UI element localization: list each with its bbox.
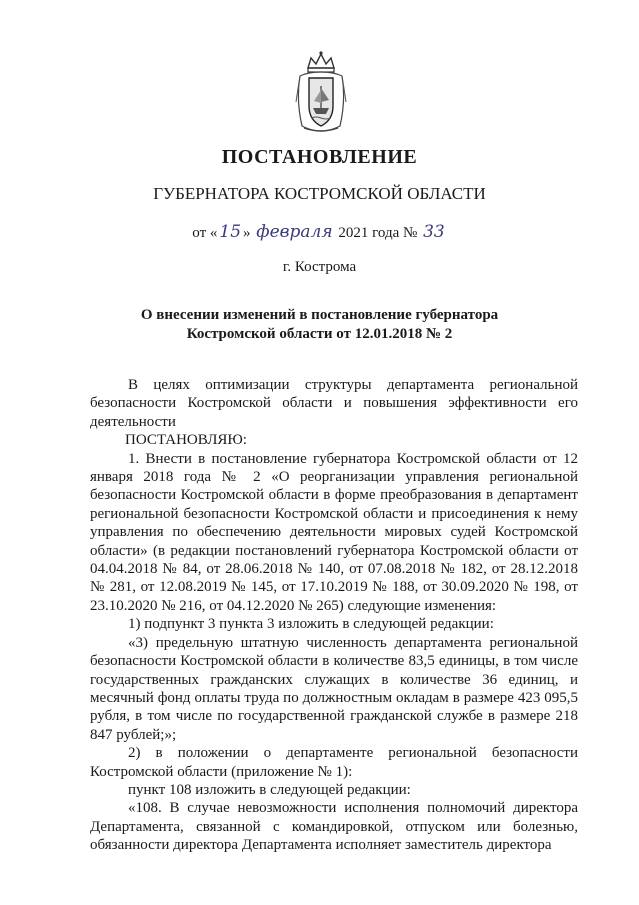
date-mid: » (243, 225, 251, 241)
paragraph-point-108: пункт 108 изложить в следующей редакции: (128, 781, 411, 798)
handwritten-month: февраля (256, 222, 333, 242)
paragraph-decree: ПОСТАНОВЛЯЮ: (125, 432, 247, 449)
paragraph-item-1: 1. Внести в постановление губернатора Костромской области от 12 января 2018 года № 2 «О реорганизации управления региональной безопасности Костромской области в форме преобразования в департамент региональной безопасности Костромской области и присоединения к нему управления по обеспечению деятельности мировых судей Костромской области» (в редакции постановлений губернатора Костромской области от 04.04.2018 № 84, от 28.06.2018 № 140, от 07.08.2018 № 182, от 28.12.2018 № 281, от 12.08.2019 № 145, от 17.10.2019 № 188, от 30.09.2020 № 198, от 23.10.2020 № 216, от 04.12.2020 № 265) следующие изменения: (90, 450, 578, 614)
paragraph-subitem-2: 2) в положении о департаменте региональной безопасности Костромской области (приложение № 1): (90, 745, 578, 780)
handwritten-number: 33 (423, 222, 445, 242)
date-year: 2021 года № (338, 225, 418, 241)
document-body (90, 376, 578, 855)
document-subject (0, 306, 639, 344)
handwritten-day: 15 (219, 222, 242, 242)
date-prefix: от « (192, 225, 218, 241)
paragraph-preamble: В целях оптимизации структуры департамента региональной безопасности Костромской области и повышения эффективности его деятельности (90, 377, 578, 430)
subject-line-1: О внесении изменений в постановление губернатора (140, 307, 499, 323)
paragraph-quote-3: «3) предельную штатную численность департамента региональной безопасности Костромской области в количестве 83,5 единицы, в том числе государственных гражданских служащих в количестве 36 единиц, и месячный фонд оплаты труда по должностным окладам в размере 423 095,5 рубля, в том числе по государственной гражданской службе в размере 218 847 рублей;»; (90, 634, 578, 743)
paragraph-subitem-1: 1) подпункт 3 пункта 3 изложить в следующей редакции: (128, 616, 494, 633)
document-city: г. Кострома (282, 259, 357, 275)
document-title: ПОСТАНОВЛЕНИЕ (221, 146, 418, 168)
coat-of-arms-emblem (294, 50, 348, 136)
subject-line-2: Костромской области от 12.01.2018 № 2 (186, 326, 453, 342)
paragraph-quote-108: «108. В случае невозможности исполнения полномочий директора Департамента, связанной с командировкой, отпуском или болезнью, обязанности директора Департамента исполняет заместитель директора (90, 800, 578, 854)
document-issuer: ГУБЕРНАТОРА КОСТРОМСКОЙ ОБЛАСТИ (153, 184, 486, 203)
document-date-line (0, 222, 639, 242)
